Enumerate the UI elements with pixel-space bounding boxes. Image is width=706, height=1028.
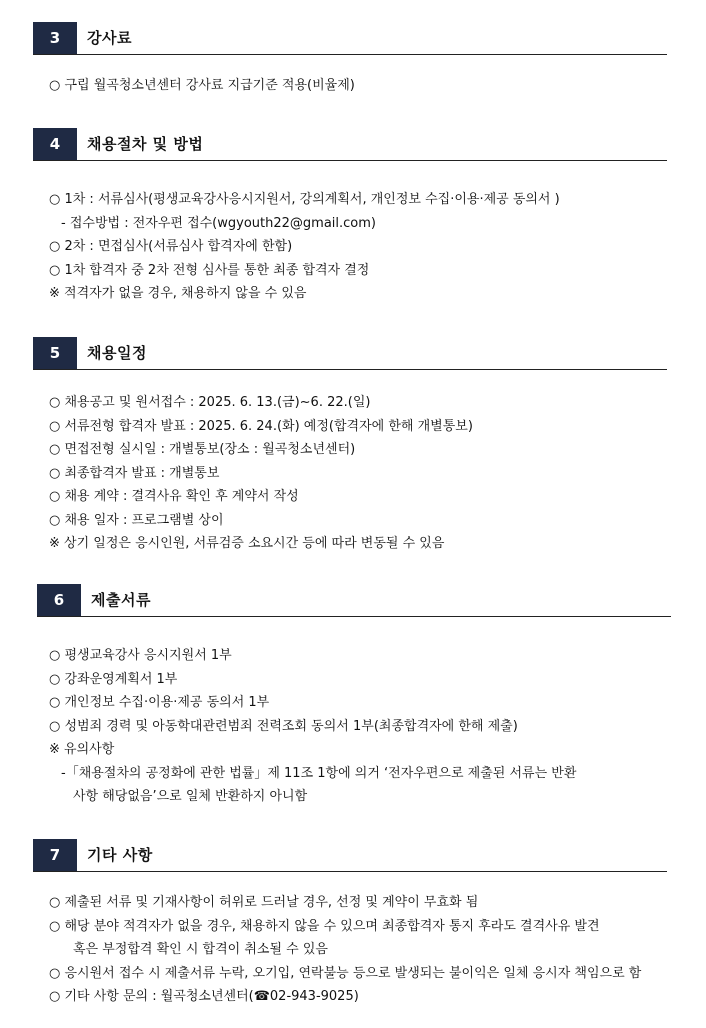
- list-item: ○ 1차 합격자 중 2차 전형 심사를 통한 최종 합격자 결정: [49, 262, 370, 278]
- section-title: 제출서류: [91, 591, 151, 609]
- section-items: [49, 891, 667, 1009]
- section-number: 3: [33, 22, 77, 54]
- section-5: [33, 337, 667, 551]
- list-item-continuation: 혹은 부정합격 확인 시 합격이 취소될 수 있음: [73, 942, 328, 957]
- section-header: [37, 584, 671, 616]
- list-item: ○ 제출된 서류 및 기재사항이 허위로 드러날 경우, 선정 및 계약이 무효화 됨: [49, 895, 479, 910]
- list-item: ○ 채용공고 및 원서접수 : 2025. 6. 13.(금)~6. 22.(일): [49, 395, 371, 410]
- list-item: ○ 최종합격자 발표 : 개별통보: [49, 465, 220, 481]
- note-item: ※ 유의사항: [49, 742, 115, 757]
- section-divider: [37, 616, 671, 617]
- section-number: 5: [33, 337, 77, 369]
- list-item: ○ 해당 분야 적격자가 없을 경우, 채용하지 않을 수 있으며 최종합격자 통지 후라도 결격사유 발견: [49, 918, 600, 934]
- section-divider: [33, 871, 667, 872]
- list-item: ○ 성범죄 경력 및 아동학대관련범죄 전력조회 동의서 1부(최종합격자에 한해 제출): [49, 718, 518, 734]
- section-3: [33, 22, 667, 93]
- list-item: ○ 면접전형 실시일 : 개별통보(장소 : 월곡청소년센터): [49, 442, 356, 457]
- list-item: ○ 구립 월곡청소년센터 강사료 지급기준 적용(비율제): [49, 78, 355, 93]
- list-item: ○ 채용 계약 : 결격사유 확인 후 계약서 작성: [49, 489, 299, 504]
- section-title: 채용일정: [87, 344, 147, 362]
- list-item: ○ 평생교육강사 응시지원서 1부: [49, 648, 232, 663]
- section-header: [33, 22, 667, 54]
- section-items: [49, 74, 667, 98]
- section-items: [49, 188, 667, 306]
- section-divider: [33, 54, 667, 55]
- section-items: [49, 391, 667, 556]
- section-4: [33, 128, 667, 301]
- section-divider: [33, 369, 667, 370]
- section-title: 강사료: [87, 29, 132, 47]
- section-title: 기타 사항: [87, 846, 153, 864]
- section-divider: [33, 160, 667, 161]
- list-item: ○ 강좌운영계획서 1부: [49, 671, 178, 687]
- list-item: ○ 채용 일자 : 프로그램별 상이: [49, 512, 224, 528]
- note-item: ※ 상기 일정은 응시인원, 서류검증 소요시간 등에 따라 변동될 수 있음: [49, 536, 445, 551]
- list-item: ○ 2차 : 면접심사(서류심사 합격자에 한함): [49, 239, 293, 254]
- section-title: 채용절차 및 방법: [87, 135, 204, 153]
- section-header: [33, 128, 667, 160]
- list-subitem: - 접수방법 : 전자우편 접수(wgyouth22@gmail.com): [61, 215, 376, 231]
- section-number: 4: [33, 128, 77, 160]
- list-item: ○ 개인정보 수집·이용·제공 동의서 1부: [49, 695, 270, 710]
- section-7: [33, 839, 667, 1004]
- section-6: [37, 584, 671, 804]
- contact-item: ○ 기타 사항 문의 : 월곡청소년센터(☎02-943-9025): [49, 989, 359, 1004]
- section-header: [33, 839, 667, 871]
- section-header: [33, 337, 667, 369]
- section-number: 7: [33, 839, 77, 871]
- note-item: ※ 적격자가 없을 경우, 채용하지 않을 수 있음: [49, 286, 307, 301]
- section-items: [49, 644, 671, 809]
- list-item: ○ 서류전형 합격자 발표 : 2025. 6. 24.(화) 예정(합격자에 한해 개별통보): [49, 418, 473, 434]
- list-item: ○ 응시원서 접수 시 제출서류 누락, 오기입, 연락불능 등으로 발생되는 불이익은 일체 응시자 책임으로 함: [49, 965, 642, 981]
- list-subitem: -「채용절차의 공정화에 관한 법률」제 11조 1항에 의거 ‘전자우편으로 제출된 서류는 반환: [61, 765, 577, 781]
- section-number: 6: [37, 584, 81, 616]
- list-subitem-continuation: 사항 해당없음’으로 일체 반환하지 아니함: [73, 789, 308, 804]
- list-item: ○ 1차 : 서류심사(평생교육강사응시지원서, 강의계획서, 개인정보 수집·이용·제공 동의서 ): [49, 192, 560, 207]
